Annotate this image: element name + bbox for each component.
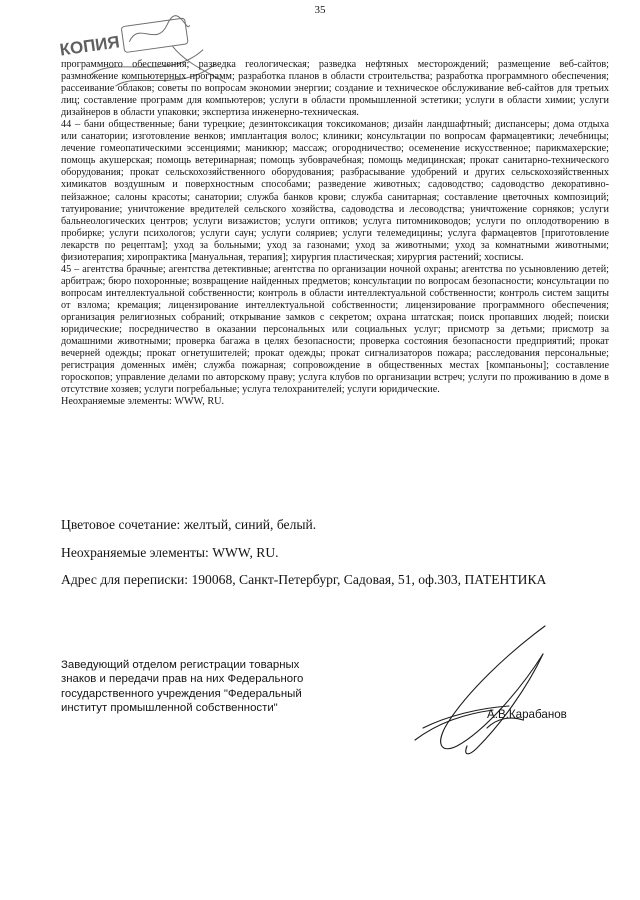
- classes-list: [61, 59, 609, 408]
- office-line: государственного учреждения "Федеральный: [61, 687, 302, 700]
- signatory-office: [61, 658, 381, 715]
- correspondence-address: Адрес для переписки: 190068, Санкт-Петербург, Садовая, 51, оф.303, ПАТЕНТИКА: [61, 572, 547, 587]
- class-44-text: 44 – бани общественные; бани турецкие; дезинтоксикация токсикоманов; дизайн ландшафтный; диспансеры; дома отдыха или санатории; изготовление венков; имплантация волос; клиники; консультации по вопросам фармацевтики; лечебницы; лечение гомеопатическими эссенциями; маникюр; массаж; огородничество; осеменение искусственное; парикмахерские; помощь акушерская; помощь ветеринарная; помощь зубоврачебная; помощь медицинская; прокат санитарно-технического оборудования; прокат сельскохозяйственного оборудования; разбрасывание удобрений и других сельскохозяйственных химикатов воздушным и поверхностным способами; разведение животных; садоводство; садоводство декоративно-пейзажное; салоны красоты; санатории; служба банков крови; служба санитарная; составление цветочных композиций; татуирование; уничтожение вредителей сельского хозяйства, садоводства и лесоводства; уничтожение сорняков; услуги бальнеологических центров; услуги визажистов; услуги оптиков; услуга питомниководов; услуги по оплодотворению в пробирке; услуги психологов; услуги саун; услуги соляриев; услуги телемедицины; услуга фармацевтов [приготовление лекарств по рецептам]; уход за больными; уход за газонами; уход за животными; уход за комнатными животными; физиотерапия; хиропрактика [мануальная, терапия]; хирургия пластическая; хирургия растений; хосписы.: [61, 119, 609, 263]
- handwritten-signature: [395, 620, 595, 760]
- office-line: Заведующий отделом регистрации товарных: [61, 659, 300, 671]
- classes-continued-text: программного обеспечения; разведка геологическая; разведка нефтяных месторождений; размещение веб-сайтов; размножение компьютерных программ; разработка планов в области строительства; разработка программного обеспечения; рассеивание облаков; советы по вопросам экономии энергии; создание и техническое обслуживание веб-сайтов для третьих лиц; составление программ для компьютеров; услуги в области промышленной эстетики; услуги в области химии; услуги дизайнеров в области упаковки; экспертиза инженерно-техническая.: [61, 59, 609, 119]
- signer-name: А.В.Карабанов: [487, 708, 567, 721]
- page-number: 35: [314, 4, 326, 16]
- color-combination: Цветовое сочетание: желтый, синий, белый.: [61, 517, 317, 532]
- class-45-text: 45 – агентства брачные; агентства детективные; агентства по организации ночной охраны; агентства по усыновлению детей; арбитраж; бюро похоронные; возвращение найденных предметов; консультации по вопросам безопасности; консультации по вопросам интеллектуальной собственности; контроль в области интеллектуальной собственности; контроль систем защиты от взлома; кремация; лицензирование интеллектуальной собственности; лицензирование программного обеспечения; организация религиозных собраний; открывание замков с секретом; охрана штатская; поиск пропавших людей; поиски юридические; посредничество в оказании персональных или социальных услуг; присмотр за детьми; присмотр за домашними животными; проверка багажа в целях безопасности; проверка состояния безопасности предприятий; прокат вечерней одежды; прокат огнетушителей; прокат одежды; прокат сигнализаторов пожара; расследования персональные; регистрация доменных имён; служба пожарная; сопровождение в общественных местах [компаньоны]; составление гороскопов; управление делами по авторскому праву; услуга клубов по организации встреч; услуги по проживанию в доме в отсутствие хозяев; услуги погребальные; услуга телохранителей; услуги юридические.: [61, 263, 609, 396]
- office-line: институт промышленной собственности": [61, 701, 278, 714]
- classes-unprotected-text: Неохраняемые элементы: WWW, RU.: [61, 396, 225, 408]
- stamp-text: КОПИЯ: [58, 32, 121, 60]
- unprotected-elements: Неохраняемые элементы: WWW, RU.: [61, 545, 279, 560]
- office-line: знаков и передачи прав на них Федерального: [61, 673, 304, 686]
